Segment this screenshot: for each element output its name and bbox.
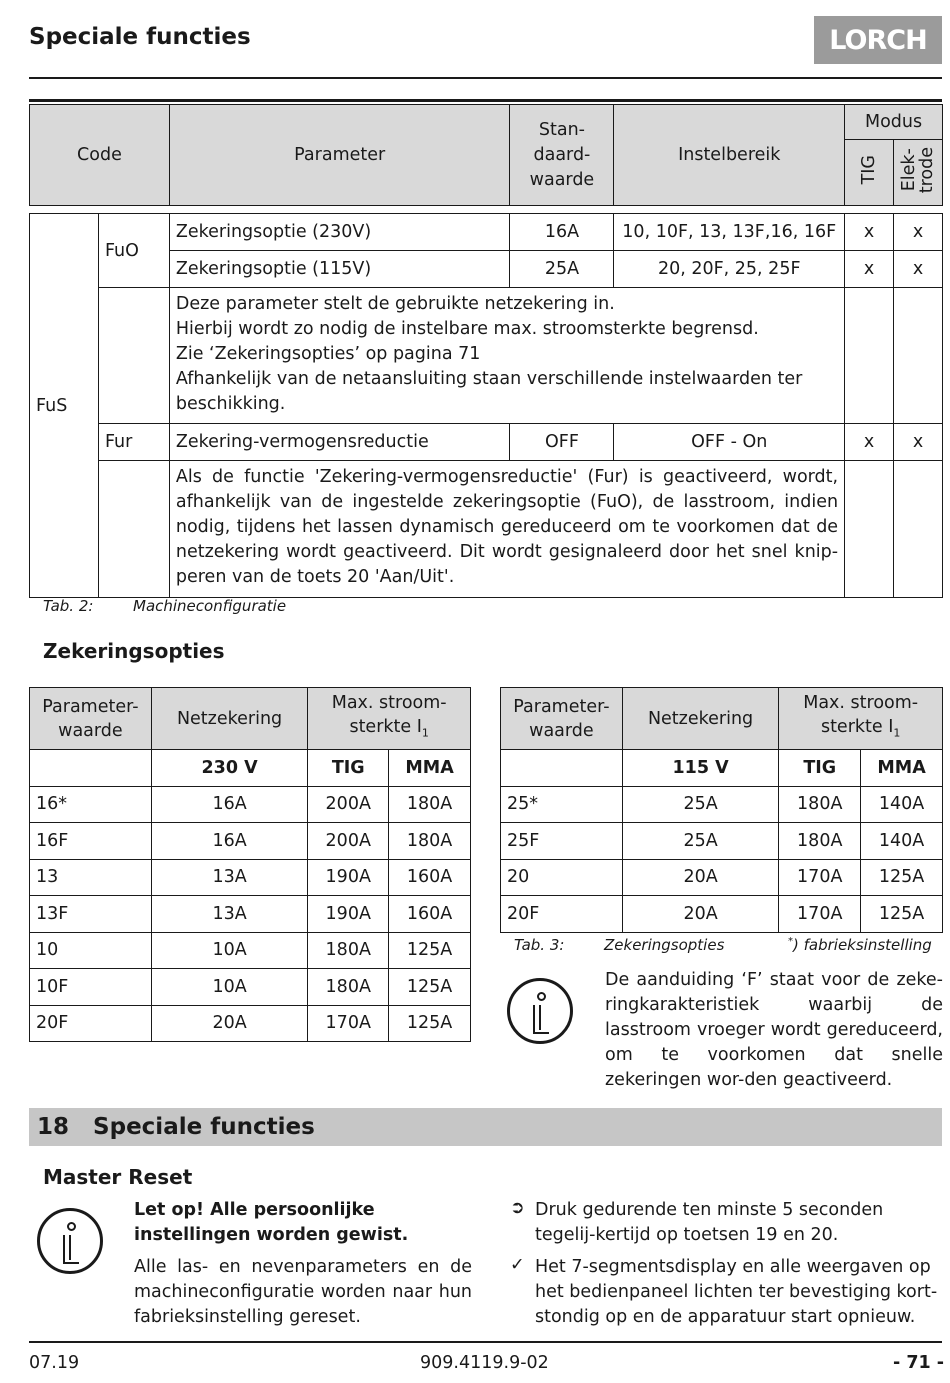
section-title: Speciale functies: [93, 1114, 315, 1140]
header-tig: TIG: [859, 155, 880, 185]
cell-mma: 180A: [389, 823, 471, 860]
default-fuo-115: 25A: [510, 251, 614, 288]
table-row: [30, 896, 471, 933]
cell-mma: 140A: [861, 823, 943, 860]
fur-description: Als de functie 'Zekering-vermogensreductie' (Fur) is geactiveerd, wordt, afhankelijk van de ingestelde zekeringsoptie (FuO), de lasstroom, indien nodig, tijdens het lassen dynamisch gereduceerd om te voorkomen dat de netzekering wordt geactiveerd. Dit wordt gesignaleerd door het snel knip-peren van de toets 20 'Aan/Uit'.: [169, 461, 844, 598]
warning-text: Alle las- en nevenparameters en de machineconfiguratie worden naar hun fabrieksinstelling gereset.: [134, 1257, 472, 1327]
cell-param: 20F: [30, 1005, 152, 1042]
default-fur: OFF: [510, 424, 614, 461]
table-row: [30, 969, 471, 1006]
electrode-fuo-230: x: [894, 214, 943, 251]
header-gap: [30, 206, 943, 214]
cell-tig: 170A: [308, 1005, 389, 1042]
cell-mma: 125A: [389, 969, 471, 1006]
cell-mma: 125A: [861, 859, 943, 896]
code-fur: Fur: [98, 424, 169, 461]
cell-mma: 140A: [861, 786, 943, 823]
section-heading: [29, 1108, 942, 1146]
zekeringsopties-heading: Zekeringsopties: [43, 639, 225, 663]
tig-label: TIG: [308, 750, 389, 787]
header-default: Stan- daard- waarde: [510, 105, 614, 206]
table-row: [501, 823, 943, 860]
header-max-current: Max. stroom- sterkte I: [331, 693, 447, 738]
cell-tig: 190A: [308, 859, 389, 896]
header-param-value: Parameter- waarde: [501, 688, 623, 750]
cell-tig: 170A: [779, 859, 861, 896]
header-range: Instelbereik: [614, 105, 845, 206]
arrow-icon: ➲: [510, 1198, 525, 1218]
tab2-label: Tab. 2:: [43, 597, 94, 615]
cell-fuse: 10A: [151, 932, 308, 969]
mma-label: MMA: [389, 750, 471, 787]
cell-tig: 180A: [308, 932, 389, 969]
param-fuo-115: Zekeringsoptie (115V): [169, 251, 510, 288]
table-row: [501, 859, 943, 896]
table-row: [501, 896, 943, 933]
cell-fuse: 20A: [151, 1005, 308, 1042]
cell-fuse: 16A: [151, 823, 308, 860]
cell-param: 16F: [30, 823, 152, 860]
cell-tig: 190A: [308, 896, 389, 933]
cell-mma: 160A: [389, 896, 471, 933]
tig-label: TIG: [779, 750, 861, 787]
header-max-current-sub: 1: [421, 726, 429, 740]
section-number: 18: [37, 1114, 70, 1140]
machine-config-table: [29, 104, 943, 598]
table-row: [30, 823, 471, 860]
warning-info-icon: [37, 1208, 103, 1274]
lorch-logo: LORCH: [814, 16, 942, 64]
table-row: [501, 786, 943, 823]
tig-fur: x: [845, 424, 894, 461]
cell-mma: 125A: [389, 932, 471, 969]
mma-label: MMA: [861, 750, 943, 787]
header-max-current: Max. stroom- sterkte I: [803, 693, 919, 738]
info-note: De aanduiding ‘F’ staat voor de zeke-ringkarakteristiek waarbij de lasstroom vroeger wordt gereduceerd, om te voorkomen dat snelle zekeringen wor-den geactiveerd.: [605, 970, 943, 1090]
footer-rule: [29, 1341, 942, 1343]
header-electrode: Elek- trode: [899, 146, 937, 194]
electrode-fuo-115: x: [894, 251, 943, 288]
tab3-caption: Zekeringsopties: [604, 936, 725, 954]
page-title: Speciale functies: [29, 24, 251, 50]
cell-fuse: 20A: [622, 896, 779, 933]
footer-doc-number: 909.4119.9-02: [420, 1353, 549, 1373]
table-row: [30, 932, 471, 969]
check-icon: ✓: [510, 1255, 525, 1275]
code-fuo: FuO: [98, 214, 169, 288]
master-reset-heading: Master Reset: [43, 1165, 193, 1189]
header-parameter: Parameter: [169, 105, 510, 206]
cell-tig: 200A: [308, 823, 389, 860]
cell-param: 10F: [30, 969, 152, 1006]
fuse-table-230v: [29, 687, 471, 1042]
cell-fuse: 16A: [151, 786, 308, 823]
cell-mma: 125A: [861, 896, 943, 933]
cell-param: 10: [30, 932, 152, 969]
fuo-description: Deze parameter stelt de gebruikte netzekering in. Hierbij wordt zo nodig de instelbare max. stroomsterkte begrensd. Zie ‘Zekeringsopties’ op pagina 71 Afhankelijk van de netaansluiting staan verschillende instelwaarden ter beschikking.: [169, 288, 844, 424]
header-max-current-sub: 1: [893, 726, 901, 740]
tab3-label: Tab. 3:: [514, 936, 565, 954]
table-row: [30, 786, 471, 823]
range-fuo-115: 20, 20F, 25, 25F: [614, 251, 845, 288]
cell-param: 25F: [501, 823, 623, 860]
header-mode: Modus: [845, 105, 943, 140]
cell-fuse: 10A: [151, 969, 308, 1006]
warning-bold: Let op! Alle persoonlijke instellingen worden gewist.: [134, 1200, 409, 1245]
header-param-value: Parameter- waarde: [30, 688, 152, 750]
cell-fuse: 13A: [151, 859, 308, 896]
table-row: [30, 1005, 471, 1042]
cell-fuse: 13A: [151, 896, 308, 933]
param-fuo-230: Zekeringsoptie (230V): [169, 214, 510, 251]
cell-tig: 180A: [779, 786, 861, 823]
cell-param: 20: [501, 859, 623, 896]
reset-result: Het 7-segmentsdisplay en alle weergaven op het bedienpaneel lichten ter bevestiging kort-stondig op en de apparatuur start opnieuw.: [535, 1257, 938, 1327]
tig-fuo-230: x: [845, 214, 894, 251]
info-icon: [507, 978, 573, 1044]
cell-tig: 170A: [779, 896, 861, 933]
footer-date: 07.19: [29, 1353, 80, 1373]
electrode-fur: x: [894, 424, 943, 461]
reset-step: Druk gedurende ten minste 5 seconden tegelij-kertijd op toetsen 19 en 20.: [535, 1200, 884, 1245]
cell-fuse: 25A: [622, 823, 779, 860]
cell-fuse: 25A: [622, 786, 779, 823]
cell-param: 16*: [30, 786, 152, 823]
default-fuo-230: 16A: [510, 214, 614, 251]
param-fur: Zekering-vermogensreductie: [169, 424, 510, 461]
tab2-caption: Machineconfiguratie: [133, 597, 287, 615]
tab3-footnote: [788, 936, 932, 954]
cell-param: 13: [30, 859, 152, 896]
footnote-mark: *: [788, 936, 793, 947]
table-top-rule: [29, 99, 942, 102]
cell-param: 20F: [501, 896, 623, 933]
tig-fuo-115: x: [845, 251, 894, 288]
header-rule: [29, 77, 942, 79]
range-fur: OFF - On: [614, 424, 845, 461]
cell-mma: 180A: [389, 786, 471, 823]
cell-param: 25*: [501, 786, 623, 823]
voltage-label: 115 V: [622, 750, 779, 787]
voltage-label: 230 V: [151, 750, 308, 787]
fuse-table-115v: [500, 687, 943, 933]
range-fuo-230: 10, 10F, 13, 13F,16, 16F: [614, 214, 845, 251]
cell-fuse: 20A: [622, 859, 779, 896]
cell-tig: 180A: [779, 823, 861, 860]
cell-param: 13F: [30, 896, 152, 933]
cell-tig: 180A: [308, 969, 389, 1006]
header-code: Code: [30, 105, 170, 206]
page-number: - 71 -: [893, 1353, 945, 1373]
header-netzekering: Netzekering: [151, 688, 308, 750]
cell-mma: 160A: [389, 859, 471, 896]
cell-mma: 125A: [389, 1005, 471, 1042]
footnote-text: ) fabrieksinstelling: [793, 936, 932, 954]
code-fus: FuS: [30, 214, 99, 598]
cell-tig: 200A: [308, 786, 389, 823]
header-netzekering: Netzekering: [622, 688, 779, 750]
table-row: [30, 859, 471, 896]
